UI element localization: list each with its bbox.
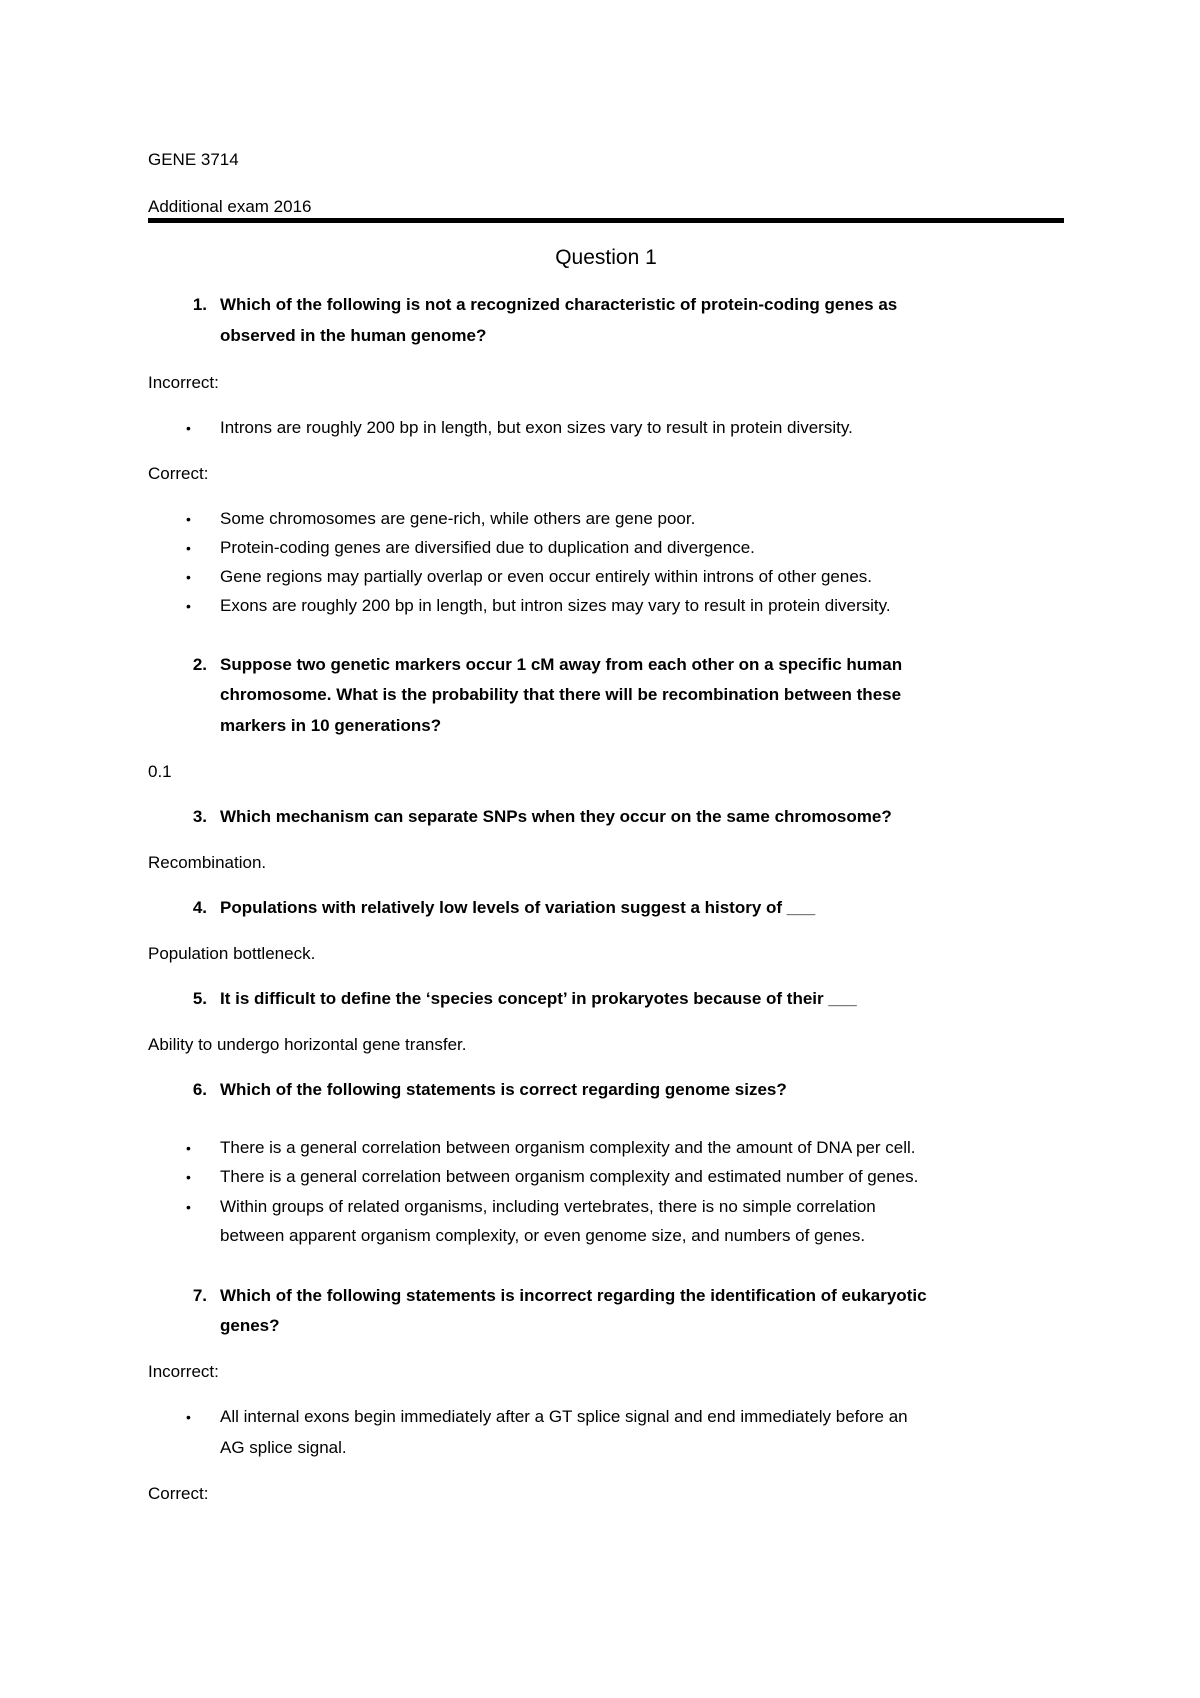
question-text: markers in 10 generations? [220, 716, 442, 735]
answer-text: Population bottleneck. [148, 944, 316, 963]
question-number: 2. [192, 655, 207, 674]
bullet-icon: • [186, 569, 191, 585]
question-text: It is difficult to define the ‘species concept’ in prokaryotes because of their ___ [220, 989, 857, 1008]
list-item: Exons are roughly 200 bp in length, but intron sizes may vary to result in protein diversity. [220, 596, 891, 615]
answer-text: 0.1 [148, 762, 172, 781]
list-item: Introns are roughly 200 bp in length, but exon sizes vary to result in protein diversity. [220, 418, 853, 437]
correct-label: Correct: [148, 1484, 209, 1503]
list-item: Gene regions may partially overlap or even occur entirely within introns of other genes. [220, 567, 873, 586]
question-number: 5. [192, 989, 207, 1008]
answer-text: Recombination. [148, 853, 267, 872]
question-text: Which mechanism can separate SNPs when they occur on the same chromosome? [220, 807, 892, 826]
exam-title: Additional exam 2016 [148, 197, 312, 216]
bullet-icon: • [186, 1409, 191, 1425]
list-item: There is a general correlation between organism complexity and the amount of DNA per cell. [220, 1138, 916, 1157]
list-item: Protein-coding genes are diversified due to duplication and divergence. [220, 538, 755, 557]
bullet-icon: • [186, 420, 191, 436]
question-text: Populations with relatively low levels of variation suggest a history of ___ [220, 898, 816, 917]
header-rule [148, 218, 1064, 223]
question-number: 3. [192, 807, 207, 826]
question-text: Which of the following statements is correct regarding genome sizes? [220, 1080, 787, 1099]
question-text: chromosome. What is the probability that there will be recombination between these [220, 685, 902, 704]
question-text: Suppose two genetic markers occur 1 cM away from each other on a specific human [220, 655, 903, 674]
list-item-continuation: between apparent organism complexity, or even genome size, and numbers of genes. [220, 1226, 866, 1245]
bullet-icon: • [186, 1199, 191, 1215]
question-number: 6. [192, 1080, 207, 1099]
bullet-icon: • [186, 511, 191, 527]
question-number: 1. [192, 295, 207, 314]
list-item: Within groups of related organisms, including vertebrates, there is no simple correlation [220, 1197, 876, 1216]
bullet-icon: • [186, 1169, 191, 1185]
correct-label: Correct: [148, 464, 209, 483]
question-text: observed in the human genome? [220, 326, 487, 345]
bullet-icon: • [186, 540, 191, 556]
list-item-continuation: AG splice signal. [220, 1438, 347, 1457]
incorrect-label: Incorrect: [148, 373, 219, 392]
question-text: Which of the following is not a recognized characteristic of protein-coding genes as [220, 295, 898, 314]
list-item: Some chromosomes are gene-rich, while others are gene poor. [220, 509, 696, 528]
question-number: 4. [192, 898, 207, 917]
incorrect-label: Incorrect: [148, 1362, 219, 1381]
answer-text: Ability to undergo horizontal gene transfer. [148, 1035, 467, 1054]
question-text: Which of the following statements is incorrect regarding the identification of eukaryotic [220, 1286, 927, 1305]
question-number: 7. [192, 1286, 207, 1305]
course-code: GENE 3714 [148, 150, 239, 169]
section-title: Question 1 [555, 246, 657, 269]
question-text: genes? [220, 1316, 280, 1335]
list-item: There is a general correlation between organism complexity and estimated number of genes. [220, 1167, 919, 1186]
bullet-icon: • [186, 598, 191, 614]
bullet-icon: • [186, 1140, 191, 1156]
list-item: All internal exons begin immediately after a GT splice signal and end immediately before an [220, 1407, 908, 1426]
